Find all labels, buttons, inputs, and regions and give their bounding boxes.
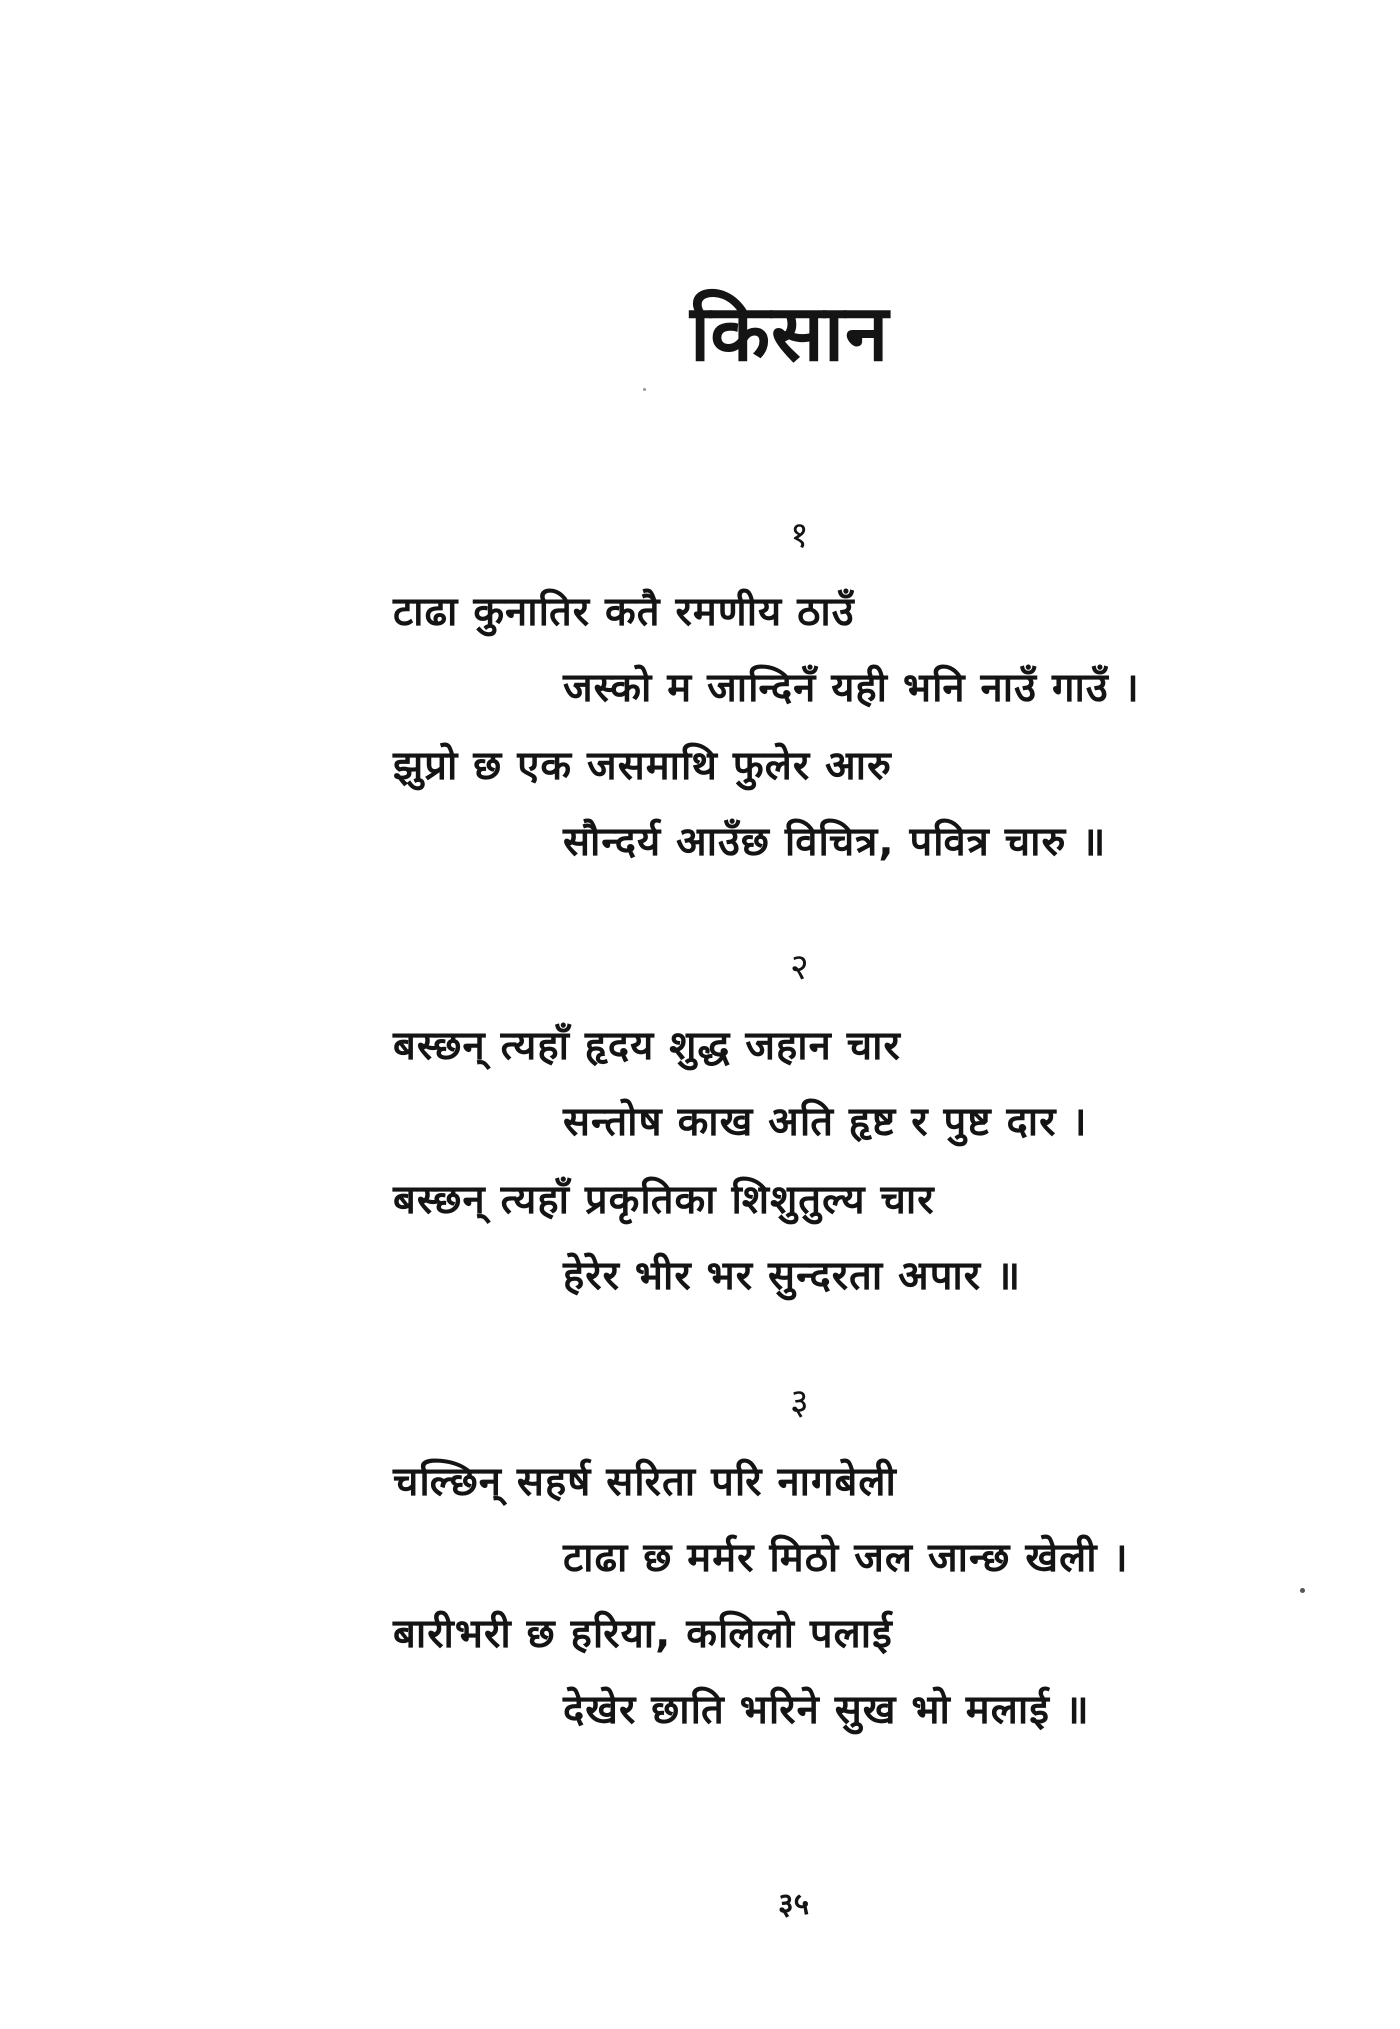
page-number: ३५ xyxy=(778,1887,810,1922)
stanza-1-line-1: टाढा कुनातिर कतै रमणीय ठाउँ xyxy=(393,589,855,635)
stanza-3-line-4: देखेर छाति भरिने सुख भो मलाई ॥ xyxy=(563,1687,1090,1733)
stanza-2-line-4: हेरेर भीर भर सुन्दरता अपार ॥ xyxy=(563,1253,1022,1299)
stanza-number-1: १ xyxy=(790,515,809,556)
stanza-1-line-2: जस्को म जान्दिनँ यही भनि नाउँ गाउँ । xyxy=(563,665,1140,711)
poem-title: किसान xyxy=(690,289,890,379)
stanza-3-line-1: चल्छिन् सहर्ष सरिता परि नागबेली xyxy=(393,1459,897,1505)
stanza-number-3: ३ xyxy=(790,1382,809,1423)
stanza-1-line-3: झुप्रो छ एक जसमाथि फुलेर आरु xyxy=(393,743,892,789)
scan-speck xyxy=(643,388,646,391)
stanza-3-line-3: बारीभरी छ हरिया, कलिलो पलाई xyxy=(393,1611,893,1657)
scan-speck xyxy=(1300,1588,1305,1593)
stanza-3-line-2: टाढा छ मर्मर मिठो जल जान्छ खेली । xyxy=(563,1535,1129,1581)
stanza-number-2: २ xyxy=(790,947,809,988)
stanza-2-line-3: बस्छन् त्यहाँ प्रकृतिका शिशुतुल्य चार xyxy=(393,1177,935,1223)
stanza-2-line-2: सन्तोष काख अति हृष्ट र पुष्ट दार । xyxy=(563,1099,1088,1145)
stanza-2-line-1: बस्छन् त्यहाँ हृदय शुद्ध जहान चार xyxy=(393,1023,901,1069)
stanza-1-line-4: सौन्दर्य आउँछ विचित्र, पवित्र चारु ॥ xyxy=(563,819,1107,865)
